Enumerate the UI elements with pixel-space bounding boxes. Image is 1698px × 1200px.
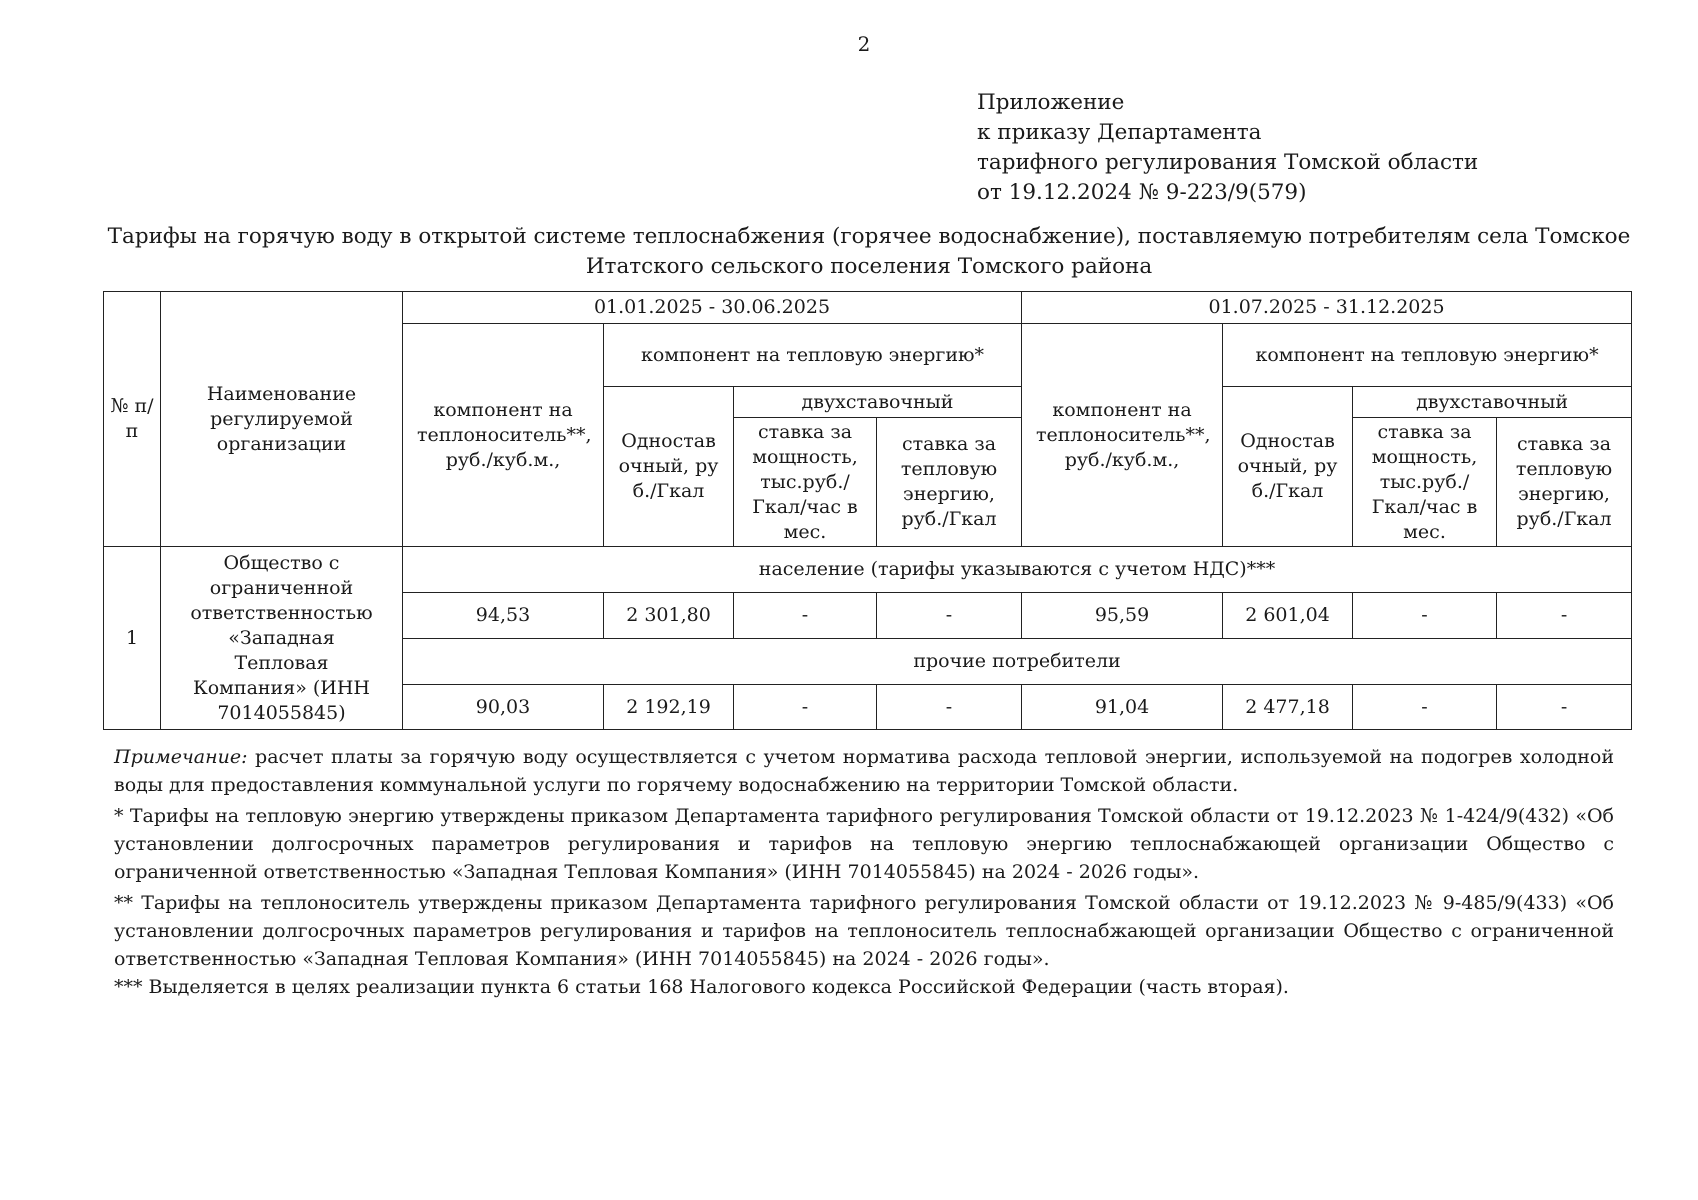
header-energy-2: компонент на тепловую энергию* bbox=[1223, 324, 1632, 387]
cell-other-carrier-2: 91,04 bbox=[1022, 685, 1223, 730]
cell-other-energy-1: - bbox=[877, 685, 1022, 730]
note-label: Примечание: bbox=[114, 746, 248, 768]
cell-other-one-rate-1: 2 192,19 bbox=[604, 685, 734, 730]
group-label-population: население (тарифы указываются с учетом НДС)*** bbox=[403, 547, 1632, 593]
header-period-1: 01.01.2025 - 30.06.2025 bbox=[403, 292, 1022, 324]
cell-pop-carrier-2: 95,59 bbox=[1022, 593, 1223, 639]
footnote-double-star: ** Тарифы на теплоноситель утверждены приказом Департамента тарифного регулирования Томской области от 19.12.2023 № 9-485/9(433) «Об установлении долгосрочных параметров регулирования и тарифов на теплоноситель теплоснабжающей организации Общество с ограниченной ответственностью «Западная Тепловая Компания» (ИНН 7014055845) на 2024 - 2026 годы». bbox=[114, 892, 1614, 970]
header-two-rate-1: двухставочный bbox=[734, 387, 1022, 418]
cell-pop-energy-1: - bbox=[877, 593, 1022, 639]
cell-pop-carrier-1: 94,53 bbox=[403, 593, 604, 639]
header-period-2: 01.07.2025 - 31.12.2025 bbox=[1022, 292, 1632, 324]
appendix-line: тарифного регулирования Томской области bbox=[977, 150, 1479, 175]
title-line: Итатского сельского поселения Томского района bbox=[585, 254, 1153, 279]
tariff-table bbox=[103, 291, 1632, 730]
cell-other-one-rate-2: 2 477,18 bbox=[1223, 685, 1353, 730]
page-number: 2 bbox=[857, 32, 871, 56]
cell-other-energy-2: - bbox=[1497, 685, 1632, 730]
cell-pop-one-rate-2: 2 601,04 bbox=[1223, 593, 1353, 639]
cell-pop-capacity-2: - bbox=[1353, 593, 1497, 639]
header-two-rate-2: двухставочный bbox=[1353, 387, 1632, 418]
header-capacity-rate-1: ставка за мощность, тыс.руб./ Гкал/час в мес. bbox=[734, 418, 877, 547]
cell-pop-one-rate-1: 2 301,80 bbox=[604, 593, 734, 639]
header-energy-rate-1: ставка за тепловую энергию, руб./Гкал bbox=[877, 418, 1022, 547]
cell-other-capacity-1: - bbox=[734, 685, 877, 730]
notes-block bbox=[114, 743, 1614, 1001]
cell-other-capacity-2: - bbox=[1353, 685, 1497, 730]
group-label-other: прочие потребители bbox=[403, 639, 1632, 685]
header-num: № п/п bbox=[104, 292, 161, 547]
appendix-block bbox=[977, 88, 1697, 208]
header-capacity-rate-2: ставка за мощность, тыс.руб./ Гкал/час в мес. bbox=[1353, 418, 1497, 547]
header-org-name: Наименование регулируемой организации bbox=[161, 292, 403, 547]
header-one-rate-1: Одноставочный, руб./Гкал bbox=[604, 387, 734, 547]
footnote-triple-star: *** Выделяется в целях реализации пункта 6 статьи 168 Налогового кодекса Российской Федерации (часть вторая). bbox=[114, 976, 1289, 998]
header-carrier-2: компонент на теплоноситель**, руб./куб.м., bbox=[1022, 324, 1223, 547]
row-org-name: Общество с ограниченной ответственностью «Западная Тепловая Компания» (ИНН 7014055845) bbox=[161, 547, 403, 730]
footnote-single-star: * Тарифы на тепловую энергию утверждены приказом Департамента тарифного регулирования Томской области от 19.12.2023 № 1-424/9(432) «Об установлении долгосрочных параметров регулирования и тарифов на тепловую энергию теплоснабжающей организации Общество с ограниченной ответственностью «Западная Тепловая Компания» (ИНН 7014055845) на 2024 - 2026 годы». bbox=[114, 805, 1614, 883]
header-energy-rate-2: ставка за тепловую энергию, руб./Гкал bbox=[1497, 418, 1632, 547]
appendix-line: к приказу Департамента bbox=[977, 120, 1262, 145]
title-line: Тарифы на горячую воду в открытой системе теплоснабжения (горячее водоснабжение), поставляемую потребителям села Томское bbox=[107, 224, 1631, 249]
document-title bbox=[104, 222, 1634, 282]
row-num: 1 bbox=[104, 547, 161, 730]
note-paragraph bbox=[114, 743, 1614, 799]
cell-other-carrier-1: 90,03 bbox=[403, 685, 604, 730]
header-carrier-1: компонент на теплоноситель**, руб./куб.м., bbox=[403, 324, 604, 547]
note-text: расчет платы за горячую воду осуществляется с учетом норматива расхода тепловой энергии, используемой на подогрев холодной воды для предоставления коммунальной услуги по горячему водоснабжению на территории Томской области. bbox=[114, 746, 1614, 796]
appendix-order-ref: от 19.12.2024 № 9-223/9(579) bbox=[977, 180, 1307, 205]
header-one-rate-2: Одноставочный, руб./Гкал bbox=[1223, 387, 1353, 547]
cell-pop-capacity-1: - bbox=[734, 593, 877, 639]
appendix-line: Приложение bbox=[977, 90, 1125, 115]
cell-pop-energy-2: - bbox=[1497, 593, 1632, 639]
header-energy-1: компонент на тепловую энергию* bbox=[604, 324, 1022, 387]
